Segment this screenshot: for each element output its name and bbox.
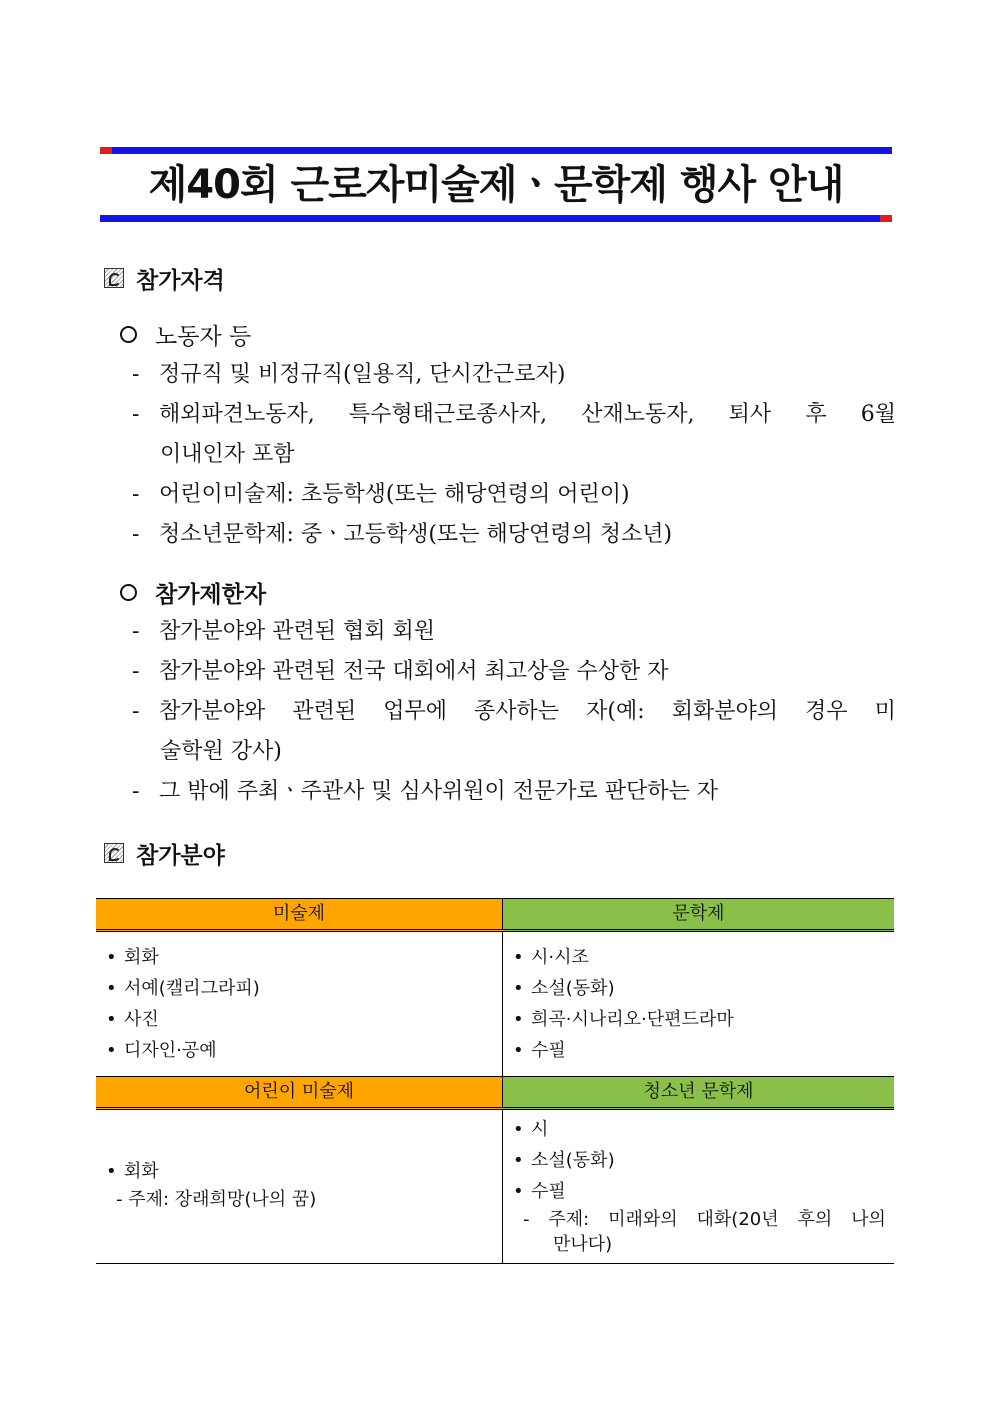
table-header-literature: 문학제 bbox=[503, 899, 895, 931]
page-title: 제40회 근로자미술제ㆍ문학제 행사 안내 bbox=[148, 162, 844, 208]
list-item: - 그 밖에 주최ㆍ주관사 및 심사위원이 전문가로 판단하는 자 bbox=[132, 779, 719, 804]
subheading-workers bbox=[120, 318, 251, 351]
table-cell-youth-literature bbox=[503, 1109, 895, 1264]
list-item: • 시 bbox=[513, 1114, 894, 1145]
title-bar-accent bbox=[880, 215, 892, 222]
section-bullet-icon bbox=[104, 268, 124, 288]
subheading-restricted bbox=[120, 576, 266, 609]
list-item: • 시·시조 bbox=[513, 942, 894, 973]
table-header-art: 미술제 bbox=[96, 899, 503, 931]
list-item: • 소설(동화) bbox=[513, 973, 894, 1004]
list-item-continuation: 술학원 강사) bbox=[160, 739, 282, 764]
list-item: - 참가분야와 관련된 협회 회원 bbox=[132, 619, 436, 644]
circle-bullet-icon bbox=[120, 584, 137, 601]
list-item: - 어린이미술제: 초등학생(또는 해당연령의 어린이) bbox=[132, 482, 630, 507]
subheading-label: 노동자 등 bbox=[155, 324, 252, 350]
list-item: • 수필 bbox=[513, 1176, 894, 1207]
list-item-continuation: 이내인자 포함 bbox=[160, 442, 295, 467]
section-heading-fields bbox=[104, 838, 225, 868]
subheading-label: 참가제한자 bbox=[155, 582, 267, 608]
list-item: - 참가분야와 관련된 업무에 종사하는 자(예: 회화분야의 경우 미 bbox=[132, 699, 896, 724]
list-item: • 수필 bbox=[513, 1035, 894, 1066]
list-item-theme: - 주제: 장래희망(나의 꿈) bbox=[116, 1188, 317, 1210]
list-item: • 디자인·공예 bbox=[106, 1035, 502, 1066]
section-bullet-icon bbox=[104, 843, 124, 863]
list-item-theme: - 주제: 미래와의 대화(20년 후의 나의 bbox=[523, 1209, 886, 1230]
list-item: - 참가분야와 관련된 전국 대회에서 최고상을 수상한 자 bbox=[132, 659, 669, 684]
fields-table bbox=[96, 898, 894, 1264]
title-bar-accent bbox=[100, 147, 112, 154]
section-title: 참가자격 bbox=[136, 267, 225, 294]
list-item: • 사진 bbox=[106, 1004, 502, 1035]
title-top-bar bbox=[100, 147, 892, 154]
table-header-youth-literature: 청소년 문학제 bbox=[503, 1077, 895, 1109]
title-bottom-bar bbox=[100, 215, 892, 222]
title-block bbox=[100, 147, 892, 225]
section-heading-eligibility bbox=[104, 263, 225, 293]
list-item: • 회화 bbox=[106, 1156, 502, 1187]
list-item: - 정규직 및 비정규직(일용직, 단시간근로자) bbox=[132, 362, 566, 387]
table-cell-literature bbox=[503, 931, 895, 1077]
list-item: • 희곡·시나리오·단편드라마 bbox=[513, 1004, 894, 1035]
list-item: • 회화 bbox=[106, 942, 502, 973]
table-header-kids-art: 어린이 미술제 bbox=[96, 1077, 503, 1109]
table-cell-art bbox=[96, 931, 503, 1077]
list-item: - 해외파견노동자, 특수형태근로종사자, 산재노동자, 퇴사 후 6월 bbox=[132, 402, 896, 427]
list-item: - 청소년문학제: 중ㆍ고등학생(또는 해당연령의 청소년) bbox=[132, 522, 673, 547]
table-cell-kids-art bbox=[96, 1109, 503, 1264]
circle-bullet-icon bbox=[120, 326, 137, 343]
list-item: • 서예(캘리그라피) bbox=[106, 973, 502, 1004]
section-title: 참가분야 bbox=[136, 842, 225, 869]
list-item-theme-continuation: 만나다) bbox=[553, 1234, 613, 1255]
list-item: • 소설(동화) bbox=[513, 1145, 894, 1176]
